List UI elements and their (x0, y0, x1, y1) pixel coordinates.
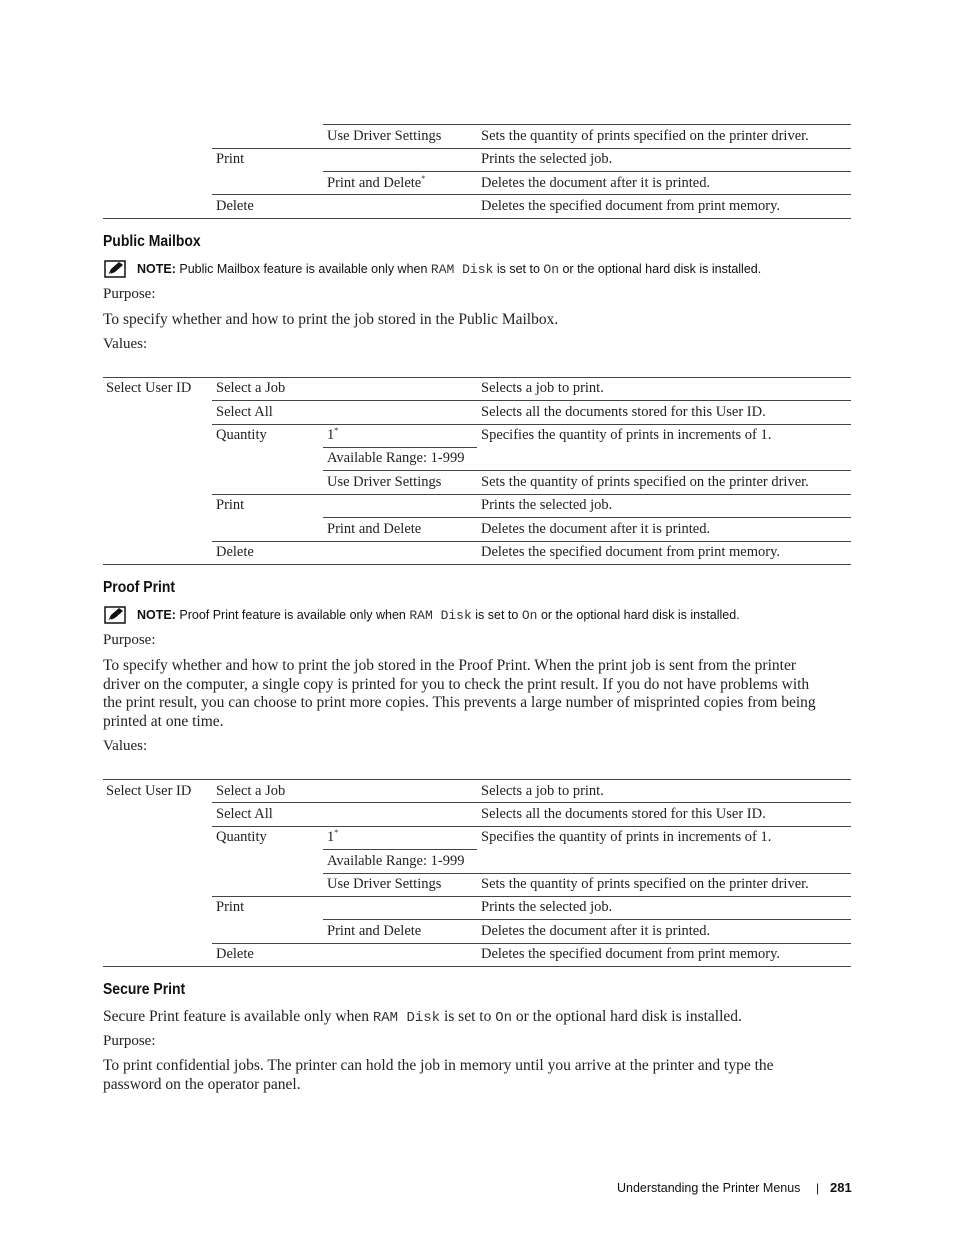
table-cell: Deletes the document after it is printed. (481, 175, 711, 191)
table-rule (103, 966, 851, 967)
table-rule (323, 447, 477, 448)
table-cell: 1* (327, 828, 339, 845)
table-rule (212, 494, 851, 495)
table-cell: Select User ID (106, 783, 192, 799)
table-rule (323, 171, 851, 172)
table-rule (103, 564, 851, 565)
table-cell: Prints the selected job. (481, 899, 613, 915)
table-rule (323, 124, 851, 125)
purpose-text: To print confidential jobs. The printer can hold the job in memory until you arrive at the printer and type the password on the operator panel. (103, 1057, 774, 1093)
purpose-text: To specify whether and how to print the job stored in the Public Mailbox. (103, 311, 559, 328)
table-rule (212, 148, 851, 149)
table-cell: Print and Delete (327, 923, 422, 939)
values-label: Values: (103, 336, 148, 352)
note-public-mailbox: NOTE: Public Mailbox feature is available only when RAM Disk is set to On or the optional hard disk is installed. (137, 262, 762, 277)
table-cell: Available Range: 1-999 (327, 450, 465, 466)
table-cell: Print (216, 497, 245, 513)
purpose-label: Purpose: (103, 632, 156, 648)
table-cell: 1* (327, 426, 339, 443)
table-cell: Deletes the document after it is printed. (481, 923, 711, 939)
table-cell: Deletes the document after it is printed. (481, 521, 711, 537)
section-heading-proof-print: Proof Print (103, 579, 176, 596)
purpose-label: Purpose: (103, 286, 156, 302)
table-cell: Available Range: 1-999 (327, 853, 465, 869)
table-cell: Use Driver Settings (327, 876, 442, 892)
table-cell: Use Driver Settings (327, 128, 442, 144)
pencil-note-icon (104, 606, 126, 624)
table-cell: Print and Delete (327, 521, 422, 537)
table-rule (103, 377, 851, 378)
table-cell: Delete (216, 198, 254, 214)
table-rule (323, 517, 851, 518)
table-cell: Quantity (216, 427, 267, 443)
section-heading-secure-print: Secure Print (103, 981, 186, 998)
pencil-note-icon (104, 260, 126, 278)
table-rule (323, 849, 477, 850)
table-cell: Sets the quantity of prints specified on the printer driver. (481, 474, 809, 490)
purpose-text: To specify whether and how to print the job stored in the Proof Print. When the print job is sent from the printer driver on the computer, a single copy is printed for you to check the print result. If you do not have problems with the print result, you can choose to print more copies. This prevents a large number of misprinted copies from being printed at one time. (103, 657, 816, 731)
table-cell: Sets the quantity of prints specified on the printer driver. (481, 876, 809, 892)
table-cell: Select All (216, 806, 273, 822)
table-cell: Deletes the specified document from print memory. (481, 946, 781, 962)
table-rule (323, 470, 851, 471)
table-rule (212, 541, 851, 542)
table-cell: Prints the selected job. (481, 497, 613, 513)
table-cell: Specifies the quantity of prints in increments of 1. (481, 829, 772, 845)
footer-separator: | (816, 1181, 820, 1195)
purpose-label: Purpose: (103, 1033, 156, 1049)
table-cell: Select User ID (106, 380, 192, 396)
table-cell: Selects a job to print. (481, 783, 604, 799)
table-cell: Quantity (216, 829, 267, 845)
table-cell: Deletes the specified document from print memory. (481, 198, 781, 214)
secure-print-availability: Secure Print feature is available only when RAM Disk is set to On or the optional hard disk is installed. (103, 1008, 742, 1026)
table-cell: Selects all the documents stored for this User ID. (481, 806, 766, 822)
table-cell: Print (216, 899, 245, 915)
table-rule (212, 802, 851, 803)
table-rule (323, 919, 851, 920)
table-cell: Use Driver Settings (327, 474, 442, 490)
table-cell: Sets the quantity of prints specified on the printer driver. (481, 128, 809, 144)
footer-chapter-title: Understanding the Printer Menus (617, 1181, 801, 1195)
table-rule (323, 873, 851, 874)
table-cell: Select a Job (216, 380, 286, 396)
table-cell: Prints the selected job. (481, 151, 613, 167)
section-heading-public-mailbox: Public Mailbox (103, 233, 201, 250)
table-cell: Select All (216, 404, 273, 420)
table-cell: Deletes the specified document from print memory. (481, 544, 781, 560)
table-rule (212, 194, 851, 195)
table-rule (212, 424, 851, 425)
table-cell: Selects a job to print. (481, 380, 604, 396)
note-proof-print: NOTE: Proof Print feature is available only when RAM Disk is set to On or the optional hard disk is installed. (137, 608, 740, 623)
table-rule (212, 400, 851, 401)
table-rule (212, 943, 851, 944)
page-number: 281 (830, 1180, 852, 1195)
table-rule (212, 896, 851, 897)
table-cell: Select a Job (216, 783, 286, 799)
table-cell: Selects all the documents stored for this User ID. (481, 404, 766, 420)
values-label: Values: (103, 738, 148, 754)
table-rule (103, 779, 851, 780)
table-cell: Print (216, 151, 245, 167)
table-rule (103, 218, 851, 219)
table-rule (212, 826, 851, 827)
table-cell: Delete (216, 544, 254, 560)
table-cell: Specifies the quantity of prints in increments of 1. (481, 427, 772, 443)
table-cell: Delete (216, 946, 254, 962)
table-cell: Print and Delete* (327, 174, 426, 191)
